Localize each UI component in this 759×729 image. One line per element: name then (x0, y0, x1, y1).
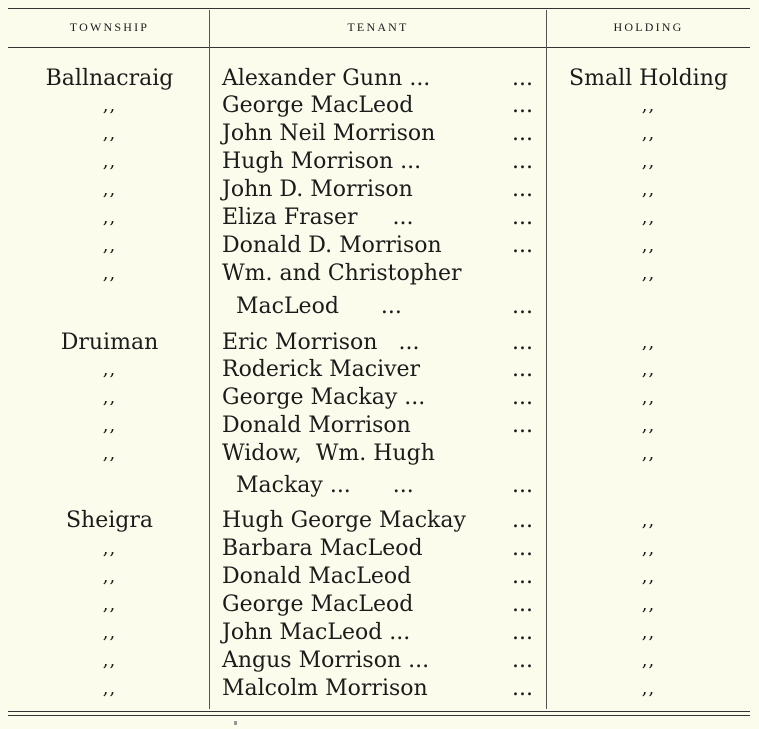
row-holding: ,, (641, 332, 656, 353)
row-township: Ballnacraig (45, 66, 174, 91)
row-township: ,, (102, 179, 117, 200)
row-leader-dots: ... (512, 177, 533, 202)
header-township: TOWNSHIP (69, 20, 150, 34)
row-tenant: Wm. and Christopher (222, 261, 462, 286)
row-leader-dots: ... (512, 508, 533, 533)
row-leader-dots: ... (512, 294, 533, 319)
row-leader-dots: ... (512, 205, 533, 230)
row-township: ,, (102, 359, 117, 380)
row-tenant: Mackay ... ... (222, 473, 414, 498)
row-tenant: George Mackay ... (222, 385, 426, 410)
print-mark (234, 721, 237, 725)
row-holding: ,, (641, 443, 656, 464)
row-leader-dots: ... (512, 233, 533, 258)
row-township: ,, (102, 123, 117, 144)
row-holding: ,, (641, 359, 656, 380)
row-township: ,, (102, 538, 117, 559)
row-holding: ,, (641, 622, 656, 643)
row-holding: ,, (641, 179, 656, 200)
row-tenant: Angus Morrison ... (222, 648, 430, 673)
row-leader-dots: ... (512, 93, 533, 118)
row-leader-dots: ... (512, 648, 533, 673)
row-holding: ,, (641, 387, 656, 408)
row-holding: ,, (641, 538, 656, 559)
row-leader-dots: ... (512, 536, 533, 561)
row-tenant: John D. Morrison (222, 177, 413, 202)
row-township: ,, (102, 207, 117, 228)
row-tenant: Widow, Wm. Hugh (222, 441, 435, 466)
row-tenant: Eric Morrison ... (222, 330, 420, 355)
row-tenant: Donald D. Morrison (222, 233, 442, 258)
row-township: ,, (102, 151, 117, 172)
row-township: ,, (102, 594, 117, 615)
row-holding: ,, (641, 123, 656, 144)
header-holding: HOLDING (613, 20, 684, 34)
row-holding: ,, (641, 235, 656, 256)
row-holding: ,, (641, 650, 656, 671)
row-holding: ,, (641, 263, 656, 284)
row-township: ,, (102, 95, 117, 116)
row-township: ,, (102, 263, 117, 284)
row-leader-dots: ... (512, 676, 533, 701)
row-tenant: Hugh George Mackay (222, 508, 466, 533)
row-leader-dots: ... (512, 564, 533, 589)
row-holding: ,, (641, 207, 656, 228)
row-tenant: George MacLeod (222, 592, 414, 617)
row-holding: ,, (641, 566, 656, 587)
row-holding: ,, (641, 594, 656, 615)
row-holding: ,, (641, 415, 656, 436)
row-holding: ,, (641, 95, 656, 116)
row-township: ,, (102, 387, 117, 408)
row-leader-dots: ... (512, 357, 533, 382)
row-holding: Small Holding (569, 66, 728, 91)
row-tenant: Malcolm Morrison (222, 676, 428, 701)
row-tenant: John Neil Morrison (222, 121, 436, 146)
row-township: ,, (102, 415, 117, 436)
row-leader-dots: ... (512, 121, 533, 146)
row-holding: ,, (641, 510, 656, 531)
row-tenant: Barbara MacLeod (222, 536, 423, 561)
header-tenant: TENANT (347, 20, 409, 34)
bottom-rule (8, 711, 750, 712)
row-township: ,, (102, 622, 117, 643)
row-holding: ,, (641, 151, 656, 172)
row-leader-dots: ... (512, 473, 533, 498)
row-leader-dots: ... (512, 620, 533, 645)
row-leader-dots: ... (512, 413, 533, 438)
row-tenant: Donald MacLeod (222, 564, 412, 589)
row-leader-dots: ... (512, 330, 533, 355)
row-tenant: Hugh Morrison ... (222, 149, 422, 174)
row-tenant: Eliza Fraser ... (222, 205, 414, 230)
row-township: Sheigra (65, 508, 153, 533)
row-tenant: Donald Morrison (222, 413, 411, 438)
row-township: ,, (102, 650, 117, 671)
row-township: Druiman (60, 330, 159, 355)
row-township: ,, (102, 443, 117, 464)
row-township: ,, (102, 235, 117, 256)
row-leader-dots: ... (512, 66, 533, 91)
row-tenant: John MacLeod ... (222, 620, 411, 645)
row-township: ,, (102, 678, 117, 699)
row-tenant: Roderick Maciver (222, 357, 421, 382)
row-leader-dots: ... (512, 592, 533, 617)
row-tenant: MacLeod ... (222, 294, 402, 319)
row-township: ,, (102, 566, 117, 587)
bottom-rule-double (8, 715, 750, 716)
row-tenant: George MacLeod (222, 93, 414, 118)
row-leader-dots: ... (512, 385, 533, 410)
row-leader-dots: ... (512, 149, 533, 174)
row-tenant: Alexander Gunn ... (222, 66, 431, 91)
row-holding: ,, (641, 678, 656, 699)
